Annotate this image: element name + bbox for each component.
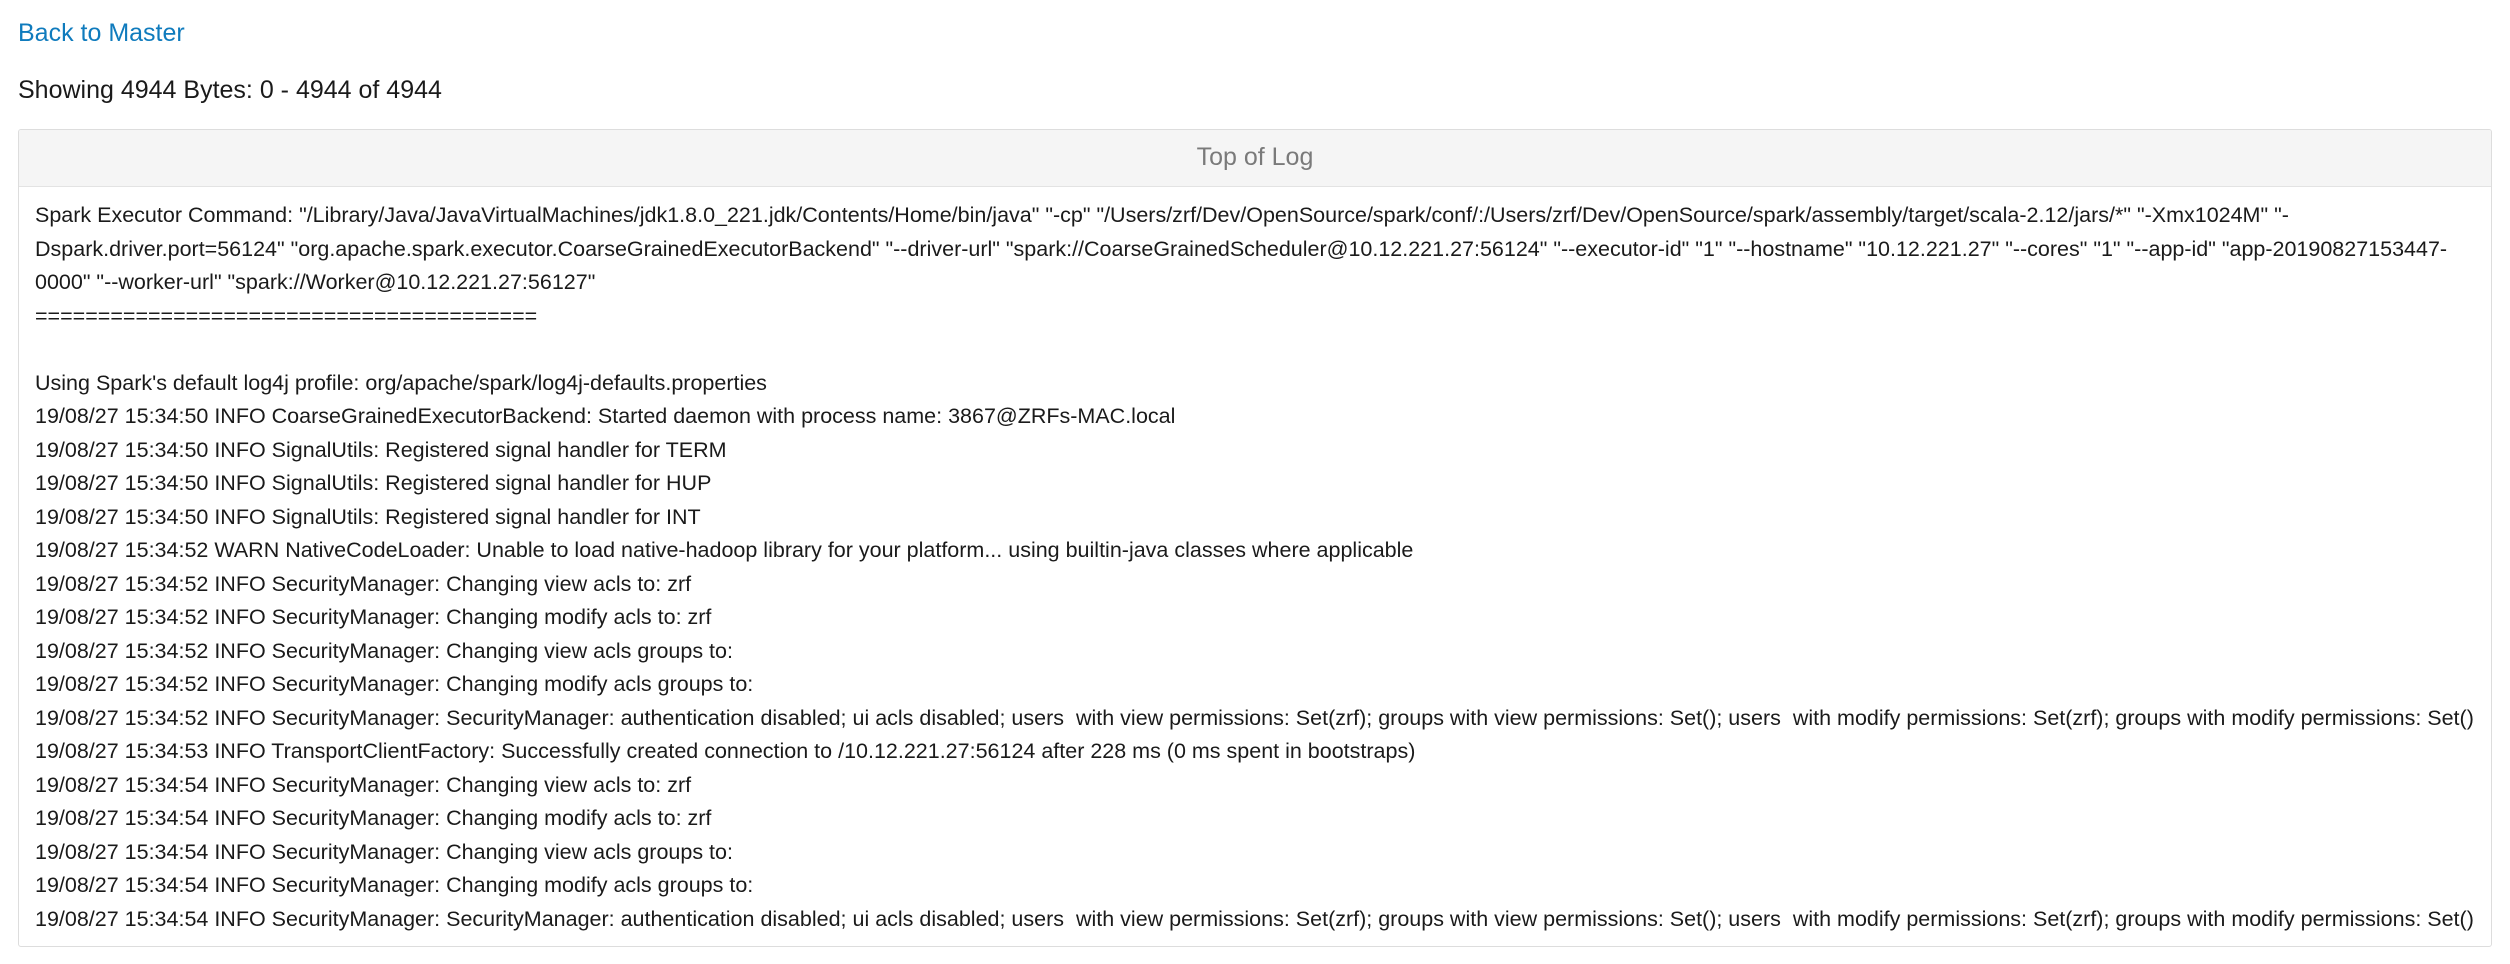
log-line: 19/08/27 15:34:50 INFO SignalUtils: Registered signal handler for TERM bbox=[35, 437, 727, 462]
log-line: Spark Executor Command: "/Library/Java/JavaVirtualMachines/jdk1.8.0_221.jdk/Contents/Home/bin/java" "-cp" "/Users/zrf/Dev/OpenSource/spark/conf/:/Users/zrf/Dev/OpenSource/spark/assembly/target/scala-2.12/jars/*" "-Xmx1024M" "-Dspark.driver.port=56124" "org.apache.spark.executor.CoarseGrainedExecutorBackend" "--driver-url" "spark://CoarseGrainedScheduler@10.12.221.27:56124" "--executor-id" "1" "--hostname" "10.12.221.27" "--cores" "1" "--app-id" "app-20190827153447-0000" "--worker-url" "spark://Worker@10.12.221.27:56127" bbox=[35, 203, 2448, 294]
log-panel bbox=[18, 129, 2492, 947]
log-line: ======================================== bbox=[35, 303, 538, 328]
log-line: 19/08/27 15:34:52 INFO SecurityManager: Changing view acls to: zrf bbox=[35, 571, 692, 596]
log-line: 19/08/27 15:34:50 INFO CoarseGrainedExecutorBackend: Started daemon with process name: 3867@ZRFs-MAC.local bbox=[35, 404, 1176, 428]
log-line: 19/08/27 15:34:54 INFO SecurityManager: Changing modify acls groups to: bbox=[35, 873, 754, 897]
log-line: 19/08/27 15:34:54 INFO SecurityManager: SecurityManager: authentication disabled; ui acls disabled; users with view permissions: Set(zrf); groups with view permissions: Set(); users with modify permissions: Set(zrf); groups with modify permissions: Set() bbox=[35, 906, 2474, 931]
log-line: 19/08/27 15:34:54 INFO SecurityManager: Changing view acls to: zrf bbox=[35, 772, 692, 797]
log-line: 19/08/27 15:34:54 INFO SecurityManager: Changing view acls groups to: bbox=[35, 839, 733, 864]
log-line: 19/08/27 15:34:50 INFO SignalUtils: Registered signal handler for INT bbox=[35, 504, 701, 529]
log-content bbox=[19, 187, 2491, 946]
log-line: 19/08/27 15:34:52 INFO SecurityManager: Changing modify acls groups to: bbox=[35, 672, 754, 696]
back-to-master-link[interactable]: Back to Master bbox=[18, 19, 185, 47]
showing-bytes-status: Showing 4944 Bytes: 0 - 4944 of 4944 bbox=[18, 76, 442, 104]
log-panel-header: Top of Log bbox=[19, 130, 2491, 187]
log-line: Using Spark's default log4j profile: org/apache/spark/log4j-defaults.properties bbox=[35, 370, 767, 395]
log-line: 19/08/27 15:34:50 INFO SignalUtils: Registered signal handler for HUP bbox=[35, 471, 712, 495]
log-line: 19/08/27 15:34:52 WARN NativeCodeLoader: Unable to load native-hadoop library for your platform... using builtin-java classes where applicable bbox=[35, 538, 1414, 562]
log-line: 19/08/27 15:34:52 INFO SecurityManager: Changing view acls groups to: bbox=[35, 638, 733, 663]
log-line: 19/08/27 15:34:52 INFO SecurityManager: SecurityManager: authentication disabled; ui acls disabled; users with view permissions: Set(zrf); groups with view permissions: Set(); users with modify permissions: Set(zrf); groups with modify permissions: Set() bbox=[35, 705, 2474, 730]
log-line: 19/08/27 15:34:52 INFO SecurityManager: Changing modify acls to: zrf bbox=[35, 605, 712, 629]
log-line: 19/08/27 15:34:54 INFO SecurityManager: Changing modify acls to: zrf bbox=[35, 806, 712, 830]
log-line: 19/08/27 15:34:53 INFO TransportClientFactory: Successfully created connection to /10.12.221.27:56124 after 228 ms (0 ms spent in bootstraps) bbox=[35, 739, 1416, 763]
log-line bbox=[35, 333, 2475, 367]
